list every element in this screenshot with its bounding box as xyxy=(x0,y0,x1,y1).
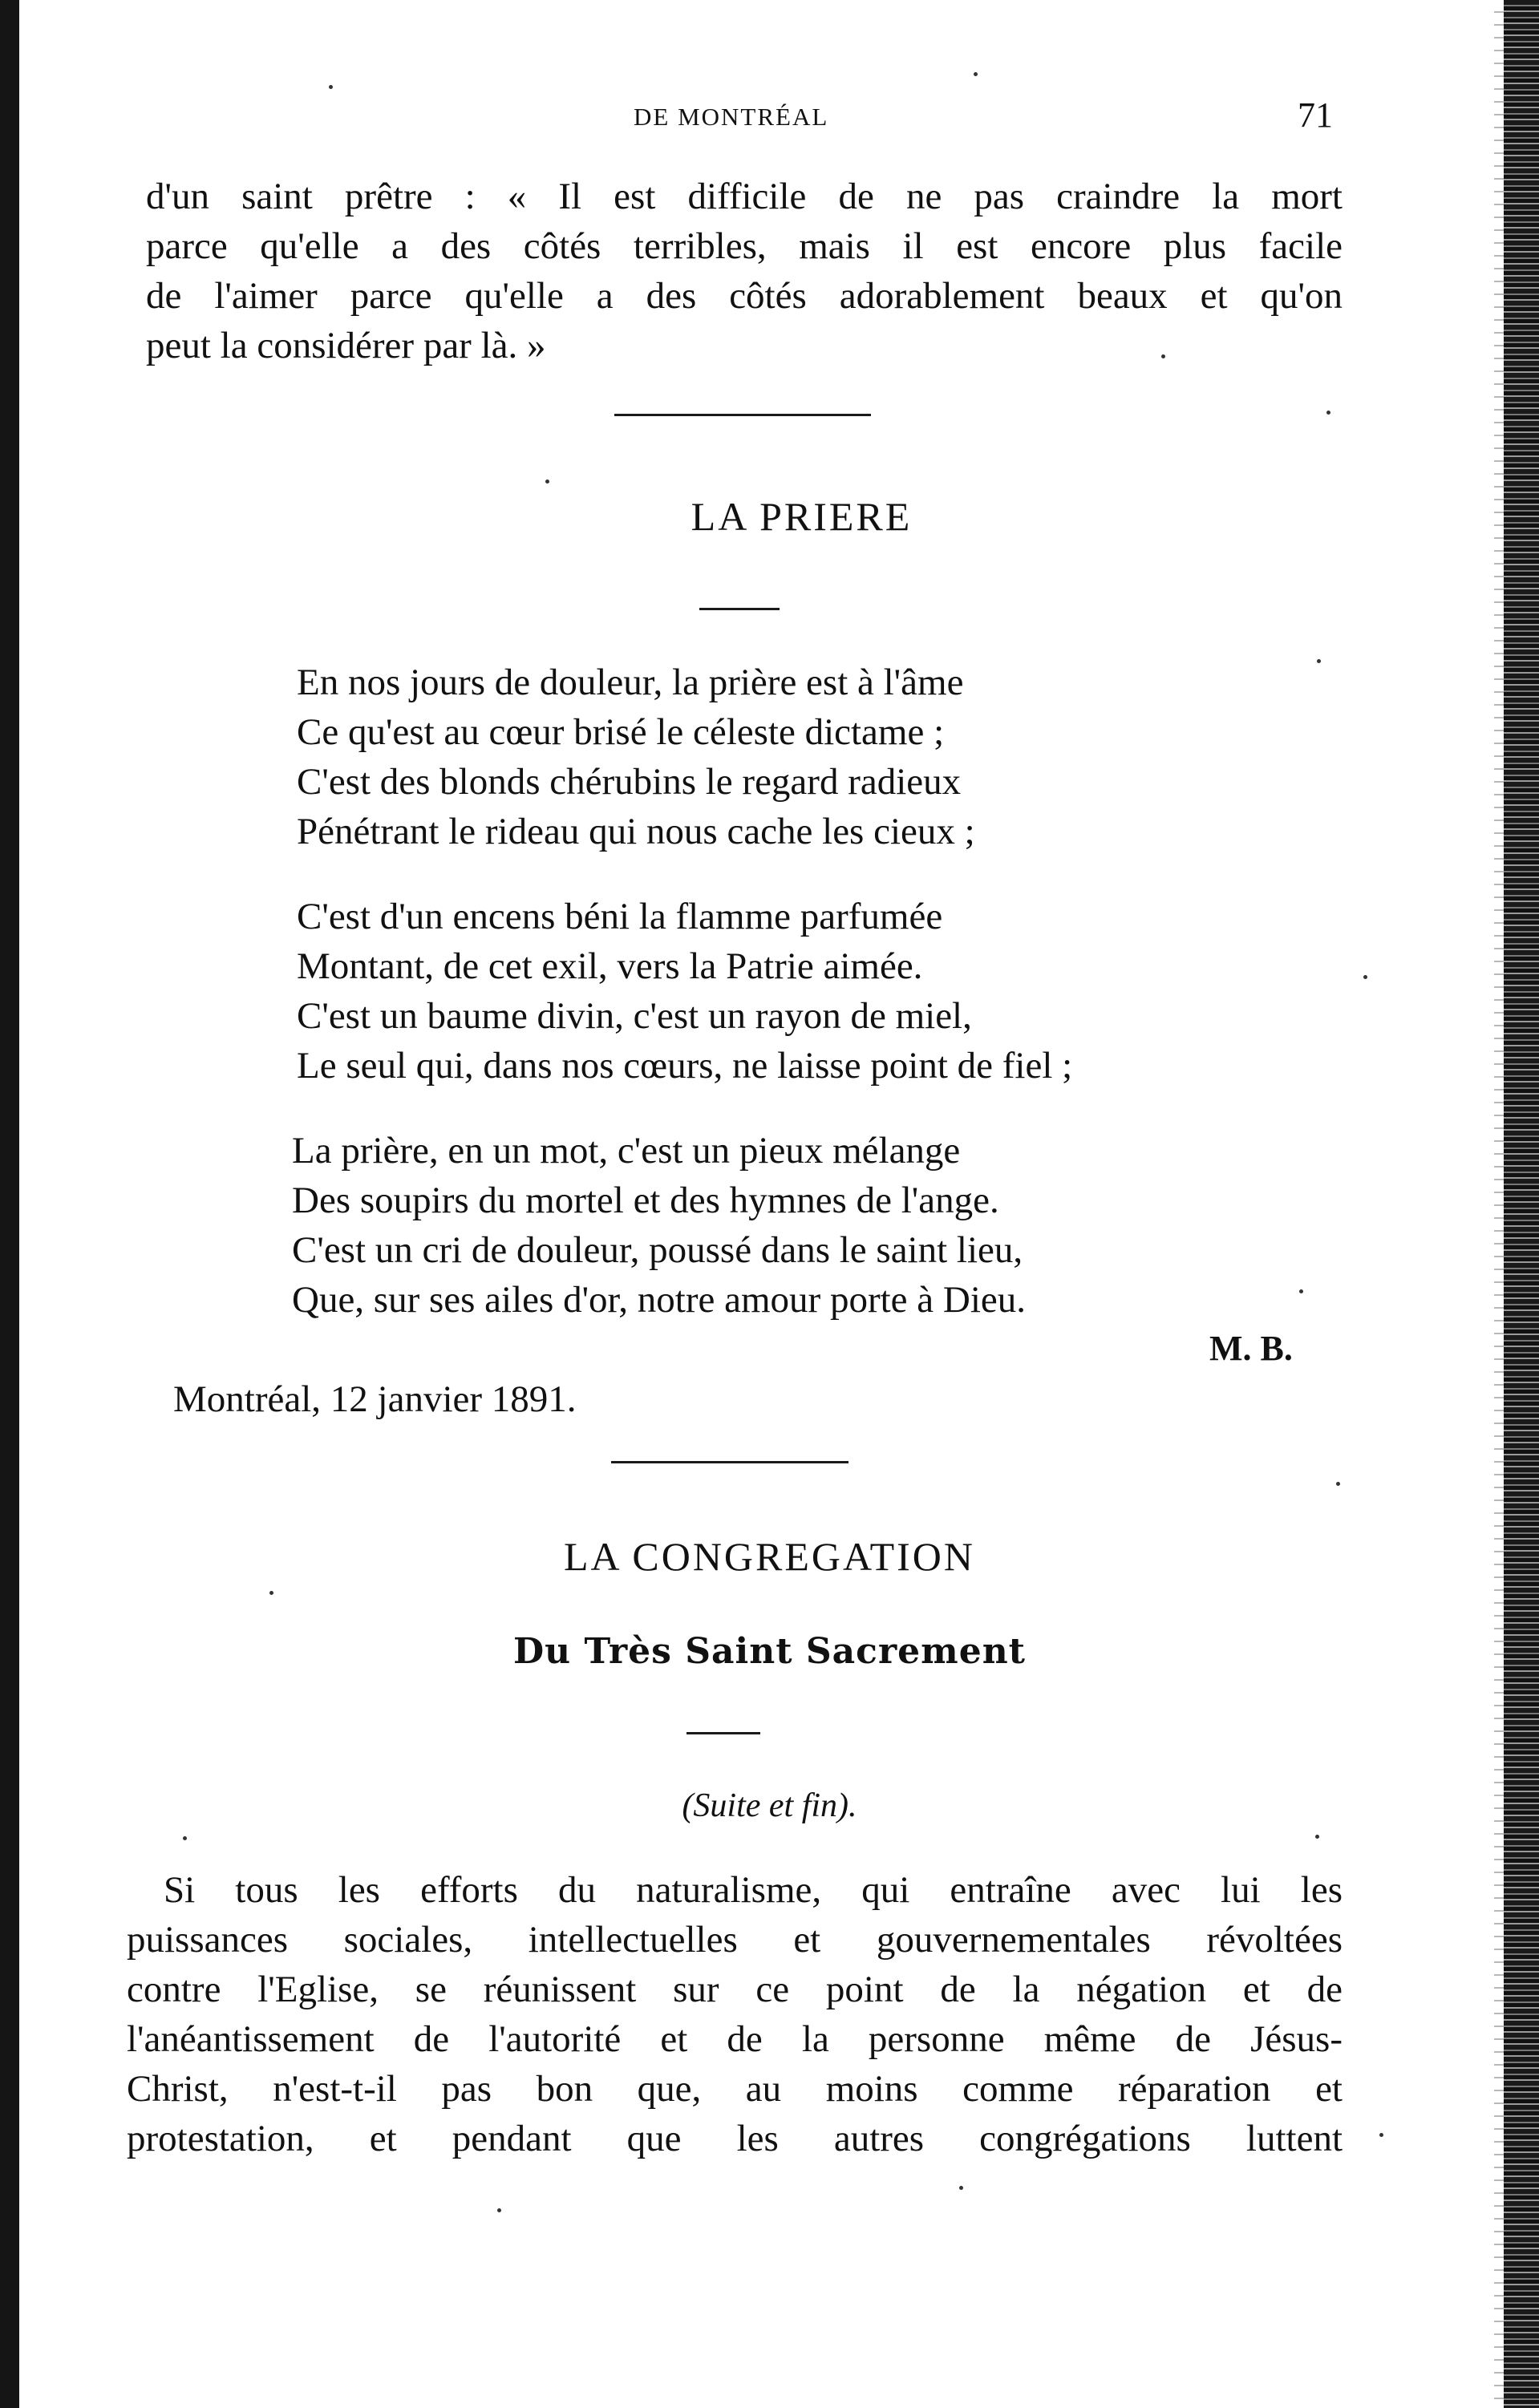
continuation-note xyxy=(0,1787,1539,1825)
body-line: Christ, n'est-t-il pas bon que, au moins comme réparation et xyxy=(127,2068,1343,2110)
poem-line: Le seul qui, dans nos cœurs, ne laisse point de fiel ; xyxy=(297,1045,1073,1087)
scan-speck xyxy=(269,1591,273,1595)
running-header-title: DE MONTRÉAL xyxy=(634,103,829,131)
body-line: contre l'Eglise, se réunissent sur ce point de la négation et de xyxy=(127,1969,1343,2010)
body-line: puissances sociales, intellectuelles et gouvernementales révoltées xyxy=(127,1919,1343,1961)
body-line: Si tous les efforts du naturalisme, qui entraîne avec lui les xyxy=(164,1869,1343,1911)
scan-speck xyxy=(1379,2133,1383,2137)
scan-speck xyxy=(1299,1289,1303,1293)
poem-line: C'est d'un encens béni la flamme parfumée xyxy=(297,896,943,937)
poem-line: C'est un baume divin, c'est un rayon de miel, xyxy=(297,995,972,1037)
page-number: 71 xyxy=(1298,95,1333,135)
scan-speck xyxy=(1317,659,1321,663)
intro-line: de l'aimer parce qu'elle a des côtés adorablement beaux et qu'on xyxy=(146,275,1343,317)
poem-dateline: Montréal, 12 janvier 1891. xyxy=(173,1378,577,1420)
article-body xyxy=(127,1865,1343,2163)
title-rule xyxy=(699,608,780,610)
intro-line: peut la considérer par là. » xyxy=(146,325,546,366)
poem-line: Ce qu'est au cœur brisé le céleste dictame ; xyxy=(297,711,945,753)
body-line: l'anéantissement de l'autorité et de la personne même de Jésus- xyxy=(127,2018,1343,2060)
poem-line: Des soupirs du mortel et des hymnes de l'ange. xyxy=(292,1180,999,1221)
body-line: protestation, et pendant que les autres congrégations luttent xyxy=(127,2118,1343,2159)
intro-line: parce qu'elle a des côtés terribles, mais il est encore plus facile xyxy=(146,225,1343,267)
article-title-congregation: LA CONGREGATION xyxy=(563,1534,976,1579)
poem-line: En nos jours de douleur, la prière est à l'âme xyxy=(297,662,964,703)
poem-line: Montant, de cet exil, vers la Patrie aimée. xyxy=(297,945,923,987)
intro-line: d'un saint prêtre : « Il est difficile de ne pas craindre la mort xyxy=(146,176,1343,217)
article-subtitle: Du Très Saint Sacrement xyxy=(512,1631,1027,1672)
poem-stanza xyxy=(297,892,1072,1091)
poem-stanza xyxy=(297,658,975,856)
section-divider xyxy=(611,1461,848,1463)
scan-speck xyxy=(959,2186,963,2190)
poem-line: Que, sur ses ailes d'or, notre amour porte à Dieu. xyxy=(292,1279,1026,1321)
scan-speck xyxy=(1315,1835,1319,1839)
section-divider xyxy=(614,414,871,416)
poem-line: Pénétrant le rideau qui nous cache les cieux ; xyxy=(297,811,975,852)
scan-speck xyxy=(183,1836,187,1840)
title-rule xyxy=(686,1732,760,1734)
scan-speck xyxy=(1326,411,1330,415)
scan-speck xyxy=(497,2208,501,2212)
continuation-note-text: (Suite et fin). xyxy=(682,1787,857,1824)
poem-signature: M. B. xyxy=(1209,1329,1293,1368)
poem-line: C'est des blonds chérubins le regard radieux xyxy=(297,761,962,803)
scan-speck xyxy=(1161,354,1165,358)
scan-speck xyxy=(1336,1482,1340,1486)
running-header xyxy=(0,95,1539,143)
scan-speck xyxy=(1363,975,1367,979)
poem-line: La prière, en un mot, c'est un pieux mélange xyxy=(292,1130,961,1172)
scan-speck xyxy=(545,480,549,484)
intro-paragraph xyxy=(146,172,1343,370)
article-title-priere: LA PRIERE xyxy=(691,494,913,539)
poem-line: C'est un cri de douleur, poussé dans le saint lieu, xyxy=(292,1229,1023,1271)
poem-stanza xyxy=(292,1126,1026,1325)
scan-speck xyxy=(329,85,333,89)
scan-speck xyxy=(974,72,978,76)
